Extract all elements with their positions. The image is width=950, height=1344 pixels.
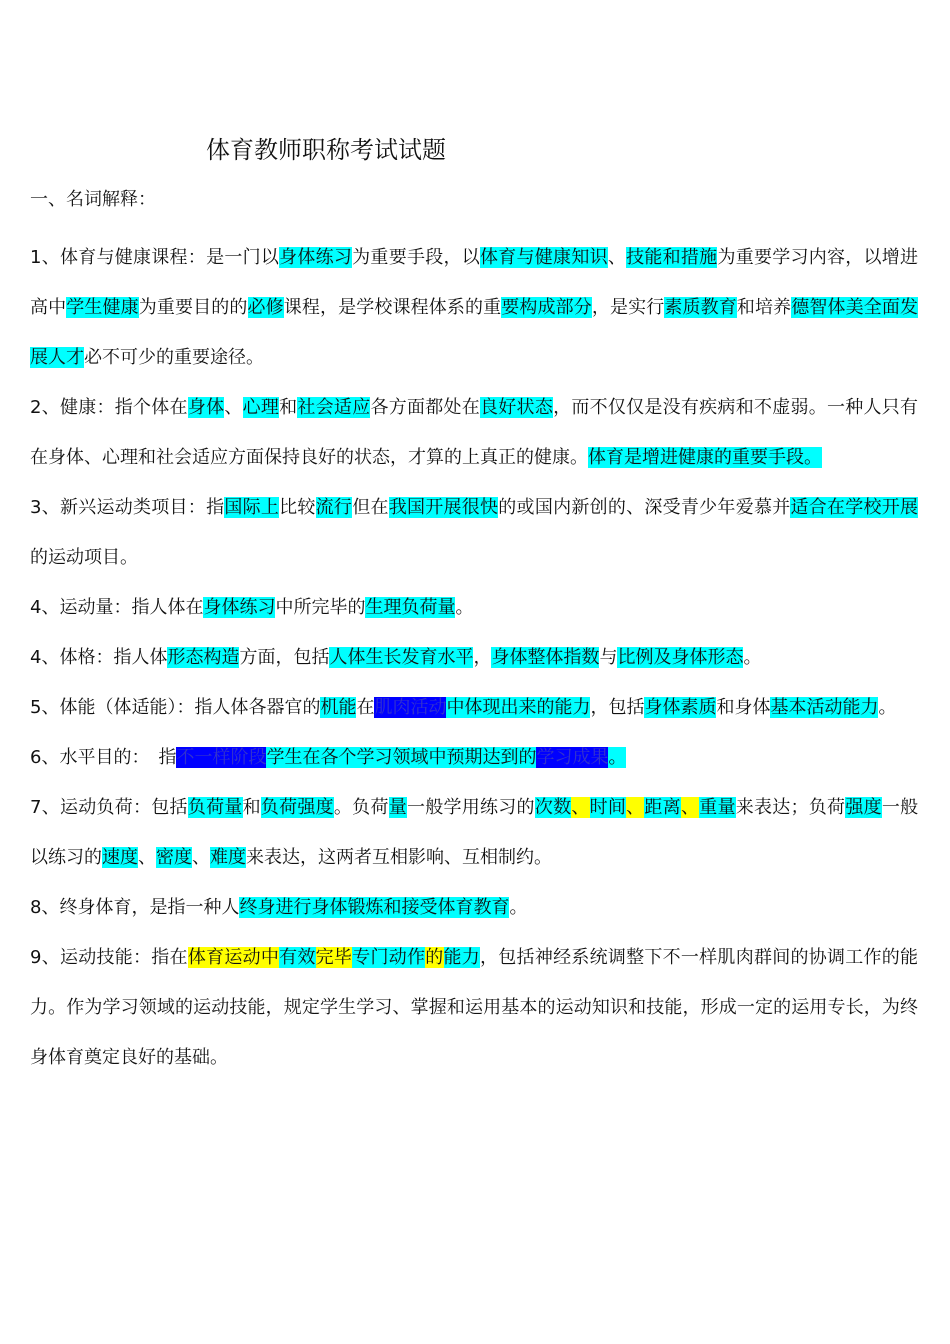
highlighted-text: 、 xyxy=(626,797,645,818)
paragraph-text: 和身体 xyxy=(716,697,771,718)
highlighted-text: 时间 xyxy=(589,797,627,818)
paragraph-text: 的或国内新创的、深受青少年爱慕并 xyxy=(498,497,791,518)
paragraph-text: 4、体格：指人体 xyxy=(30,647,168,668)
paragraph-text: 但在 xyxy=(352,497,389,518)
highlighted-text: 不一样阶段 xyxy=(176,747,267,768)
highlighted-text: 比例及身体形态 xyxy=(617,647,744,668)
paragraph-text: 。 xyxy=(743,647,762,668)
highlighted-text: 量 xyxy=(388,797,407,818)
page-title: 体育教师职称考试试题 xyxy=(206,136,446,164)
highlighted-text: 要构成部分 xyxy=(501,297,592,318)
paragraph-text: 6、水平目的： 指 xyxy=(30,747,177,768)
highlighted-text: 身体练习 xyxy=(279,247,353,268)
highlighted-text: 速度 xyxy=(102,847,138,868)
highlighted-text: 中体现出来的能力 xyxy=(446,697,591,718)
paragraph-text: 为重要学习内容，以增进高中 xyxy=(30,247,919,318)
highlighted-text: 形态构造 xyxy=(167,647,240,668)
highlighted-text: 生理负荷量 xyxy=(365,597,456,618)
highlighted-text: 负荷量 xyxy=(187,797,243,818)
highlighted-text: 、 xyxy=(571,797,590,818)
paragraph-text: 4、运动量：指人体在 xyxy=(30,597,204,618)
highlighted-text: 学习成果 xyxy=(536,747,609,768)
paragraph-text: ，包括 xyxy=(590,697,645,718)
highlighted-text: 距离 xyxy=(644,797,681,818)
highlighted-text: 肌肉活动 xyxy=(374,697,447,718)
highlighted-text: 适合在学校开展 xyxy=(790,497,919,518)
paragraph-text: 一般以练习的 xyxy=(30,797,919,868)
highlighted-text: 身体整体指数 xyxy=(491,647,600,668)
paragraph-text: 的运动项目。 xyxy=(30,547,138,568)
paragraph-text: 各方面都处在 xyxy=(370,397,481,418)
highlighted-text: 我国开展很快 xyxy=(388,497,499,518)
paragraph-text: 3、新兴运动类项目：指 xyxy=(30,497,225,518)
paragraph-text: 课程，是学校课程体系的重 xyxy=(283,297,502,318)
paragraph-text: 来表达；负荷 xyxy=(735,797,846,818)
paragraph-text: 在 xyxy=(356,697,375,718)
highlighted-text: 基本活动能力 xyxy=(770,697,879,718)
highlighted-text: 人体生长发育水平 xyxy=(329,647,474,668)
highlighted-text: 完毕 xyxy=(315,947,353,968)
paragraph-text: 比较 xyxy=(279,497,316,518)
paragraph-text: ，包括神经系统调整下不一样肌肉群间的协调工作的能力。作为学习领域的运动技能，规定学生学习、掌握和运用基本的运动知识和技能，形成一定的运用专长，为终身体育奠定良好的基础。 xyxy=(30,947,919,1068)
paragraph-text: 与 xyxy=(599,647,618,668)
paragraph-text: 为重要手段，以 xyxy=(352,247,481,268)
paragraph-text: 5、体能（体适能）：指人体各器官的 xyxy=(30,697,321,718)
highlighted-text: 、 xyxy=(680,797,700,818)
highlighted-text: 身体素质 xyxy=(644,697,717,718)
highlighted-text: 良好状态 xyxy=(480,397,554,418)
highlighted-text: 流行 xyxy=(315,497,353,518)
section-heading: 一、名词解释： xyxy=(30,189,156,210)
definition-paragraph xyxy=(30,633,918,683)
highlighted-text: 密度 xyxy=(156,847,192,868)
highlighted-text: 学生健康 xyxy=(66,297,139,318)
definition-paragraph xyxy=(30,933,918,1083)
definition-paragraph xyxy=(30,583,918,633)
highlighted-text: 体育运动中 xyxy=(187,947,280,968)
definition-paragraph xyxy=(30,883,918,933)
highlighted-text: 社会适应 xyxy=(297,397,371,418)
definitions-list xyxy=(30,233,918,1083)
highlighted-text: 学生在各个学习领域中预期达到的 xyxy=(266,747,537,768)
paragraph-text: 、 xyxy=(192,847,210,868)
paragraph-text: 8、终身体育，是指一种人 xyxy=(30,897,240,918)
highlighted-text: 能力 xyxy=(443,947,481,968)
highlighted-text: 机能 xyxy=(320,697,357,718)
paragraph-text: 中所完毕的 xyxy=(275,597,366,618)
highlighted-text: 强度 xyxy=(845,797,882,818)
paragraph-text: 一般学用练习的 xyxy=(406,797,535,818)
highlighted-text: 。 xyxy=(608,747,627,768)
highlighted-text: 身体 xyxy=(187,397,225,418)
highlighted-text: 心理 xyxy=(242,397,280,418)
paragraph-text: 、 xyxy=(607,247,627,268)
definition-paragraph xyxy=(30,783,918,883)
paragraph-text: ，而不仅仅是没有疾病和不虚弱。一种人只有在身体、心理和社会适应方面保持良好的状态，才算的上真正的健康。 xyxy=(30,397,919,468)
highlighted-text: 的 xyxy=(425,947,444,968)
paragraph-text: 为重要目的的 xyxy=(138,297,248,318)
highlighted-text: 有效 xyxy=(279,947,316,968)
paragraph-text: 和 xyxy=(279,397,298,418)
paragraph-text: 必不可少的重要途径。 xyxy=(84,347,264,368)
paragraph-text: 、 xyxy=(224,397,243,418)
highlighted-text: 负荷强度 xyxy=(260,797,334,818)
paragraph-text: 。负荷 xyxy=(333,797,389,818)
highlighted-text: 难度 xyxy=(210,847,246,868)
definition-paragraph xyxy=(30,483,918,583)
highlighted-text: 国际上 xyxy=(224,497,280,518)
highlighted-text: 专门动作 xyxy=(352,947,426,968)
paragraph-text: 、 xyxy=(138,847,156,868)
highlighted-text: 次数 xyxy=(534,797,572,818)
paragraph-text: 和培养 xyxy=(736,297,792,318)
highlighted-text: 重量 xyxy=(699,797,736,818)
highlighted-text: 技能和措施 xyxy=(626,247,718,268)
highlighted-text: 素质教育 xyxy=(664,297,737,318)
highlighted-text: 德智体美全面发展人才 xyxy=(30,297,918,368)
definition-paragraph xyxy=(30,733,918,783)
paragraph-text: 和 xyxy=(242,797,261,818)
paragraph-text: 7、运动负荷：包括 xyxy=(30,797,188,818)
highlighted-text: 必修 xyxy=(247,297,284,318)
paragraph-text: ，是实行 xyxy=(591,297,665,318)
definition-paragraph xyxy=(30,383,918,483)
definition-paragraph xyxy=(30,233,918,383)
paragraph-text: 。 xyxy=(878,697,897,718)
paragraph-text: 。 xyxy=(509,897,528,918)
paragraph-text: 方面，包括 xyxy=(239,647,330,668)
highlighted-text: 身体练习 xyxy=(203,597,276,618)
highlighted-text: 体育是增进健康的重要手段。 xyxy=(588,447,822,468)
paragraph-text: 9、运动技能：指在 xyxy=(30,947,188,968)
definition-paragraph xyxy=(30,683,918,733)
paragraph-text: 2、健康：指个体在 xyxy=(30,397,188,418)
highlighted-text: 体育与健康知识 xyxy=(480,247,608,268)
paragraph-text: ， xyxy=(473,647,492,668)
paragraph-text: 。 xyxy=(455,597,474,618)
highlighted-text: 终身进行身体锻炼和接受体育教育 xyxy=(239,897,510,918)
paragraph-text: 来表达，这两者互相影响、互相制约。 xyxy=(246,847,552,868)
paragraph-text: 1、体育与健康课程：是一门以 xyxy=(30,247,280,268)
